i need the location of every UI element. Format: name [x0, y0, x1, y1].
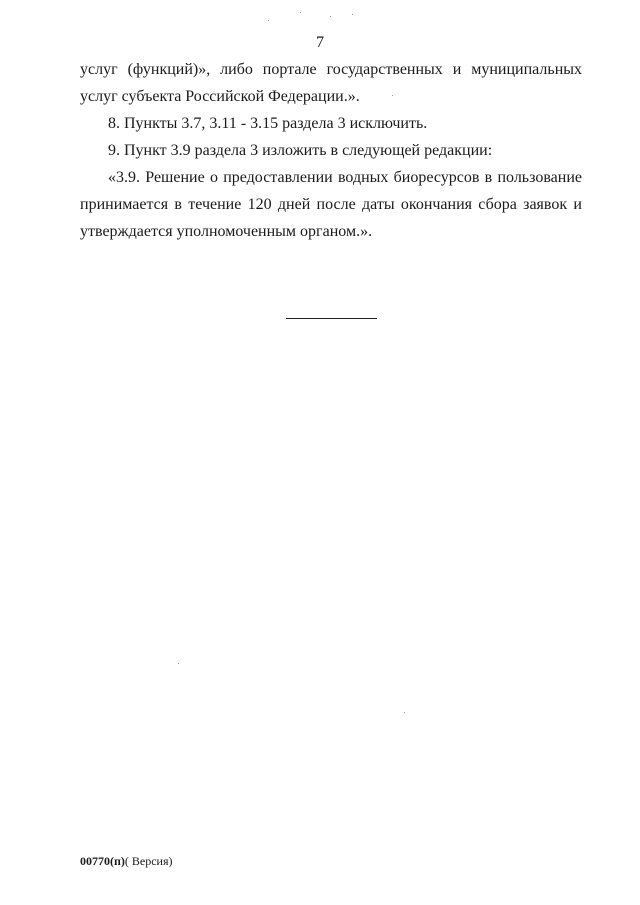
scan-speck: [352, 14, 353, 15]
paragraph-item-8: 8. Пункты 3.7, 3.11 - 3.15 раздела 3 исключить.: [108, 115, 428, 132]
paragraph-quoted-3-9: «3.9. Решение о предоставлении водных биоресурсов в пользование принимается в течение 120 дней после даты окончания сбора заявок и утверждается уполномоченным органом.».: [80, 169, 582, 240]
closing-divider-line: [286, 318, 377, 319]
scan-speck: [300, 12, 301, 13]
paragraph-item-9: 9. Пункт 3.9 раздела 3 изложить в следующей редакции:: [108, 142, 493, 159]
document-version: ( Версия): [124, 854, 173, 868]
paragraph-continuation: услуг (функций)», либо портале государственных и муниципальных услуг субъекта Российской Федерации.».: [80, 61, 582, 105]
scan-speck: [178, 663, 179, 664]
document-body: [80, 56, 582, 245]
document-footer: [80, 854, 173, 869]
page-number: 7: [316, 34, 324, 51]
scan-speck: [330, 16, 331, 17]
document-code: 00770(п): [80, 854, 125, 868]
scan-speck: [268, 20, 269, 21]
scan-speck: [404, 712, 405, 713]
